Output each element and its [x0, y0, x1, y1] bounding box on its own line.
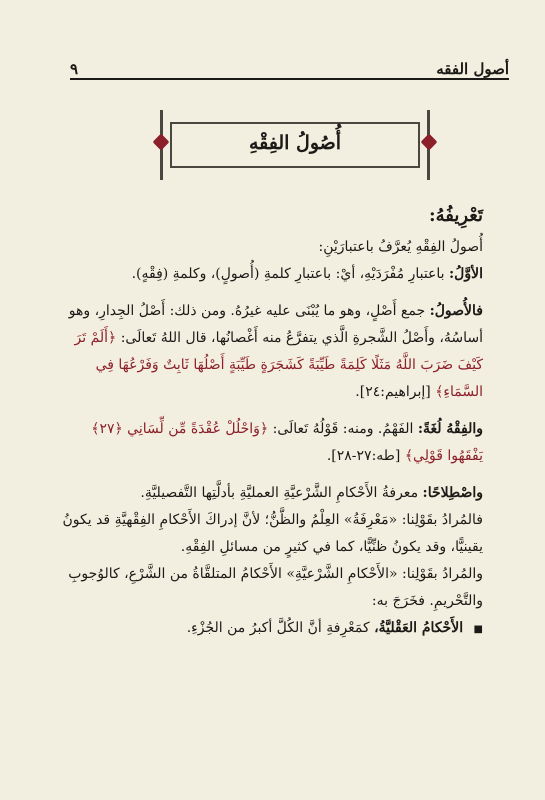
marifa-paragraph	[60, 507, 483, 561]
fiqh-paragraph	[60, 416, 483, 470]
chapter-title-frame	[160, 110, 430, 180]
istilah-paragraph	[60, 480, 483, 507]
quran-ref-1: [إبراهيم:٢٤].	[355, 384, 431, 400]
section-heading: تَعْرِيفُهُ:	[428, 205, 483, 226]
bullet-label: الأَحْكامُ العَقْليَّةُ،	[374, 620, 464, 636]
first-label: الأوَّلُ:	[449, 266, 483, 282]
fiqh-label: والفِقْهُ لُغَةً:	[417, 421, 483, 437]
chapter-title: أُصُولُ الفِقْهِ	[248, 132, 342, 154]
ahkam-label: والمُرادُ بقَوْلِنا:	[402, 566, 483, 582]
bullet-item	[60, 615, 483, 643]
bullet-text: كمَعْرِفةِ أنَّ الكُلَّ أكبرُ من الجُزْءِ.	[186, 620, 370, 636]
main-text	[60, 205, 483, 643]
quran-verse-1: ﴿أَلَمْ تَرَ كَيْفَ ضَرَبَ اللَّهُ مَثَلًا كَلِمَةً طَيِّبَةً كَشَجَرَةٍ طَيِّبَةٍ أَصْلُهَا ثَابِتٌ وَفَرْعُهَا فِي السَّمَاءِ﴾	[74, 330, 483, 400]
quran-ref-2: [طه:٢٧-٢٨].	[326, 448, 401, 464]
bullet-icon: ■	[473, 624, 483, 635]
istilah-label: واصْطِلاحًا:	[422, 485, 483, 501]
spacer	[60, 288, 483, 298]
ahkam-paragraph	[60, 561, 483, 615]
spacer	[60, 406, 483, 416]
running-title: أصول الفقه	[436, 60, 509, 78]
first-text: باعتبارِ مُفْرَدَيْهِ، أيْ: باعتبارِ كلمةِ (أُصولٍ)، وكلمةِ (فِقْهٍ).	[131, 266, 445, 282]
running-header	[70, 56, 509, 80]
marifa-label: فالمُرادُ بقَوْلِنا:	[401, 512, 483, 528]
usul-label: فالأُصولُ:	[429, 303, 483, 319]
usul-paragraph	[60, 298, 483, 406]
first-paragraph	[60, 261, 483, 288]
ahkam-text: «الأَحْكامِ الشَّرْعيَّةِ» الأَحْكامُ المتلقَّاةُ من الشَّرْعِ، كالوُجوبِ والتَّحْريمِ. فخَرَجَ به:	[68, 566, 483, 609]
page-number: ٩	[70, 60, 79, 78]
spacer	[60, 470, 483, 480]
marifa-text: «مَعْرِفَةُ» العِلْمُ والظَّنُّ؛ لأنَّ إدراكَ الأَحْكامِ الفِقْهيَّةِ قد يكونُ يقينيًّا، وقد يكونُ ظنِّيًّا، كما في كثيرٍ من مسائلِ الفِقْهِ.	[62, 512, 483, 555]
usul-text: جمع أَصْلٍ، وهو ما يُبْنَى عليه غيرُهُ. ومن ذلك: أَصْلُ الجِدارِ، وهو أساسُهُ، وأَصْلُ الشَّجرةِ الَّذي يتفرَّعُ منه أَغْصانُها، قال اللهُ تَعالَى:	[68, 303, 483, 346]
fiqh-text: الفَهْمُ. ومنه: قَوْلُهُ تَعالَى:	[272, 421, 414, 437]
istilah-text: معرفةُ الأَحْكامِ الشَّرْعيَّةِ العمليَّةِ بأدلَّتِها التَّفصيليَّةِ.	[140, 485, 419, 501]
intro-paragraph	[60, 234, 483, 261]
quran-verse-2: ﴿وَاحْلُلْ عُقْدَةً مِّن لِّسَانِي ﴿٢٧﴾ يَفْقَهُوا قَوْلِي﴾	[91, 421, 483, 464]
intro-text: أُصولُ الفِقْهِ يُعرَّفُ باعتبارَيْنِ:	[318, 239, 483, 255]
